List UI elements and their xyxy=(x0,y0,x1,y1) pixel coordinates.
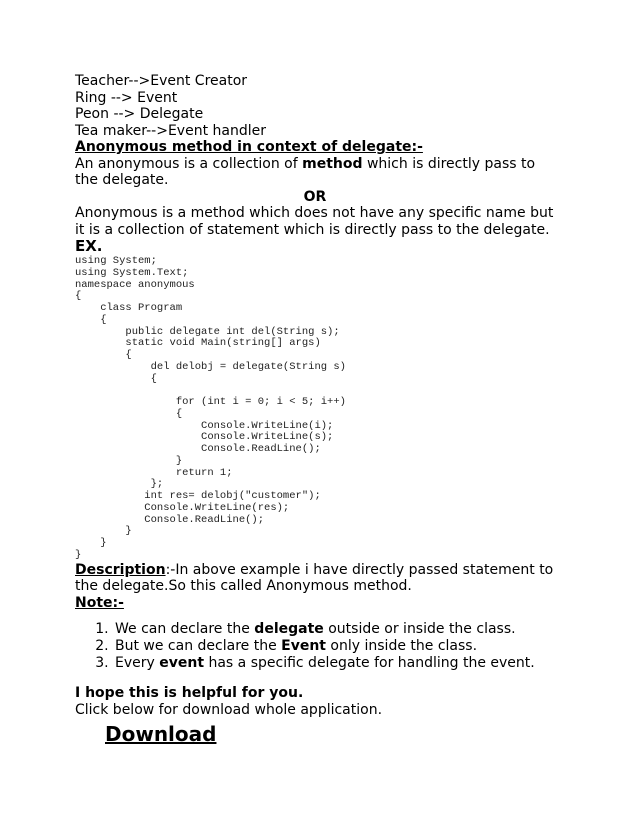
code-line: public delegate int del(String s); xyxy=(75,325,340,338)
code-line: Console.WriteLine(i); xyxy=(75,419,334,432)
code-line: { xyxy=(75,290,82,303)
code-line: Console.WriteLine(s); xyxy=(75,431,334,444)
notes-list xyxy=(75,621,555,672)
note-1-bold: delegate xyxy=(254,621,324,637)
code-line: return 1; xyxy=(75,466,233,479)
code-line: namespace anonymous xyxy=(75,278,195,291)
note-2-bold: Event xyxy=(281,638,326,654)
description-label: Description xyxy=(75,561,166,578)
description-text: :-In above example i have directly passed statement to the delegate.So this called Anonymous method. xyxy=(75,561,554,594)
definition-1-after: which is directly pass to the delegate. xyxy=(75,155,536,188)
code-line: Console.ReadLine(); xyxy=(75,443,321,455)
code-line: using System.Text; xyxy=(75,266,189,279)
code-line: }; xyxy=(75,478,164,491)
list-item xyxy=(113,621,555,638)
definition-1-before: An anonymous is a collection of xyxy=(75,155,303,172)
code-line: { xyxy=(75,313,107,326)
definition-1 xyxy=(75,156,555,189)
code-block xyxy=(75,256,555,562)
click-instruction: Click below for download whole application. xyxy=(75,701,383,718)
code-line: static void Main(string[] args) xyxy=(75,337,321,350)
definition-2: Anonymous is a method which does not have any specific name but it is a collection of statement which is directly pass to the delegate. xyxy=(75,205,554,238)
code-line: { xyxy=(75,349,132,361)
document-content xyxy=(75,73,555,746)
code-line: for (int i = 0; i < 5; i++) xyxy=(75,396,346,408)
download-link[interactable]: Download xyxy=(105,722,217,746)
note-3-before: Every xyxy=(115,655,160,671)
intro-line-1: Teacher-->Event Creator xyxy=(75,73,248,89)
code-line: using System; xyxy=(75,255,157,267)
code-line: { xyxy=(75,407,183,420)
note-3-after: has a specific delegate for handling the event. xyxy=(204,655,535,671)
code-line: int res= delobj("customer"); xyxy=(75,490,321,502)
list-item xyxy=(113,638,555,655)
note-1-before: We can declare the xyxy=(115,621,255,637)
code-line: } xyxy=(75,537,107,549)
definition-1-bold: method xyxy=(302,155,363,172)
note-1-after: outside or inside the class. xyxy=(323,621,516,637)
or-separator: OR xyxy=(303,188,327,205)
note-2-before: But we can declare the xyxy=(115,638,282,654)
note-2-after: only inside the class. xyxy=(325,638,478,654)
anonymous-method-heading: Anonymous method in context of delegate:- xyxy=(75,139,423,155)
list-item xyxy=(113,655,555,672)
note-3-bold: event xyxy=(159,655,205,671)
code-line: } xyxy=(75,525,132,538)
hope-text: I hope this is helpful for you. xyxy=(75,685,304,701)
intro-line-4: Tea maker-->Event handler xyxy=(75,122,266,139)
intro-line-2: Ring --> Event xyxy=(75,89,178,106)
note-label: Note:- xyxy=(75,594,124,611)
code-line: Console.WriteLine(res); xyxy=(75,501,290,514)
code-line: } xyxy=(75,454,183,467)
intro-line-3: Peon --> Delegate xyxy=(75,106,204,122)
code-line: del delobj = delegate(String s) xyxy=(75,360,346,373)
code-line: Console.ReadLine(); xyxy=(75,513,265,526)
description-paragraph xyxy=(75,562,555,595)
example-label: EX. xyxy=(75,237,103,255)
code-line: { xyxy=(75,372,157,385)
code-line: class Program xyxy=(75,302,183,314)
code-line: } xyxy=(75,548,82,561)
